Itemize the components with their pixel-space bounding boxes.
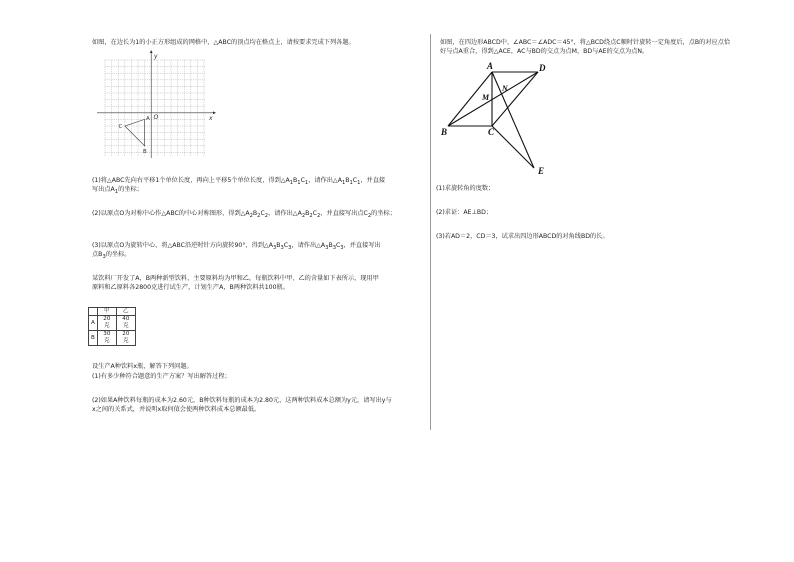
table-cell: 40 克 xyxy=(116,316,135,331)
table-row-label: A xyxy=(89,316,98,331)
column-divider xyxy=(430,34,431,430)
table-header-row xyxy=(89,308,136,316)
table-row-label: B xyxy=(89,331,98,346)
table-header-cell: 乙 xyxy=(116,308,135,316)
vertex-label-b: B xyxy=(441,127,448,137)
table-row xyxy=(89,316,136,331)
table-header-cell: 甲 xyxy=(97,308,116,316)
origin-label: O xyxy=(153,114,159,121)
q3-intro-line2: 好与点A重合，得到△ACE，AC与BD的交点为点M，BD与AE的交点为点N。 xyxy=(440,48,649,55)
vertex-label-c: C xyxy=(118,124,123,130)
y-axis-label: y xyxy=(154,53,158,60)
vertex-label-a: A xyxy=(487,61,494,71)
axes xyxy=(97,53,213,158)
point-label-m: M xyxy=(482,93,490,102)
edge-cd xyxy=(492,72,538,126)
q3-part3: (3)若AD＝2，CD＝3，试求出四边形ABCD的对角线BD的长。 xyxy=(436,233,609,240)
table-header-cell xyxy=(89,308,98,316)
table-cell: 30 克 xyxy=(97,331,116,346)
q1-part3-line2: 点$B_3$的坐标。 xyxy=(92,251,131,261)
quadrilateral-figure xyxy=(436,60,556,180)
q2-part1: (1)有多少种符合题意的生产方案？写出解答过程； xyxy=(92,373,231,380)
grid-lines xyxy=(105,60,205,156)
vertex-label-d: D xyxy=(539,63,546,73)
vertex-label-b: B xyxy=(143,149,147,155)
coordinate-grid-figure xyxy=(95,50,220,162)
q3-part1: (1)求旋转角的度数； xyxy=(436,185,495,192)
q3-intro-line1: 如图，在四边形ABCD中，∠ABC＝∠ADC＝45°，将△BCD绕点C顺时针旋转一定角度后，点B的对应点恰 xyxy=(440,39,731,46)
q2-intro-line2: 原料和乙原料各2800克进行试生产，计划生产A，B两种饮料共100瓶。 xyxy=(92,284,289,291)
q1-intro: 如图，在边长为1的小正方形组成的网格中，△ABC的顶点均在格点上，请按要求完成下列各题。 xyxy=(92,39,355,46)
q1-part2: (2)以原点O为对称中心作△ABC的中心对称图形，得到$\triangle A_2B_2C_2$，请作出$\triangle A_2B_2C_2$，并直接写出点$C_2$的坐标； xyxy=(92,210,396,220)
table-cell: 20 克 xyxy=(116,331,135,346)
table-cell: 20 克 xyxy=(97,316,116,331)
x-axis-label: x xyxy=(209,115,213,122)
q3-part2: (2)求证：AE⊥BD； xyxy=(436,209,493,216)
x-axis-arrow xyxy=(213,111,216,114)
q2-part2-line2: x之间的关系式，并说明x取何值会使两种饮料成本总额最低。 xyxy=(92,406,261,413)
vertex-label-c: C xyxy=(488,127,495,137)
q2-intro-line1: 某饮料厂开发了A，B两种新型饮料，主要原料均为甲和乙，每瓶饮料中甲、乙的含量如下表所示，现用甲 xyxy=(92,275,379,282)
vertex-label-e: E xyxy=(538,166,545,176)
q1-part1-line1: (1)将△ABC先向右平移1个单位长度，再向上平移5个单位长度，得到$\triangle A_1B_1C_1$，请作出$\triangle A_1B_1C_1$，并直接 xyxy=(92,177,386,187)
q1-part1-line2: 写出点$A_1$的坐标； xyxy=(92,186,143,196)
segment-bd xyxy=(448,72,538,126)
q1-part3-line1: (3)以原点O为旋转中心，将△ABC沿逆时针方向旋转90°，得到$\triangle A_3B_3C_3$，请作出$\triangle A_3B_3C_3$，并直接写出 xyxy=(92,242,381,252)
y-axis-arrow xyxy=(150,50,153,53)
segment-ce xyxy=(492,126,534,168)
vertex-label-a: A xyxy=(146,116,150,122)
q2-setup: 设生产A种饮料x瓶，解答下列问题。 xyxy=(92,363,193,370)
point-label-n: N xyxy=(502,84,508,93)
table-row xyxy=(89,331,136,346)
ingredient-table xyxy=(88,307,136,346)
q2-part2-line1: (2)如果A种饮料每瓶的成本为2.60元，B种饮料每瓶的成本为2.80元，这两种饮料成本总额为y元，请写出y与 xyxy=(92,397,392,404)
